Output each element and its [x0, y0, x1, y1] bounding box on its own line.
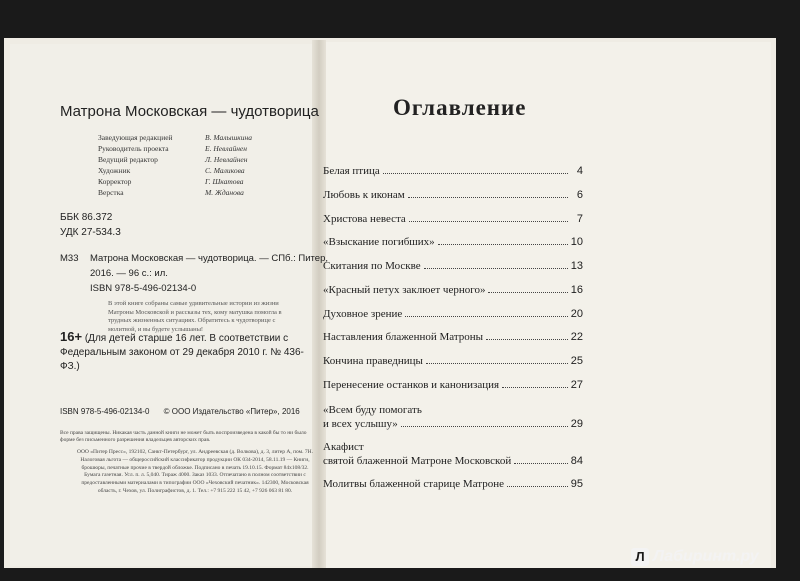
toc-item [323, 308, 583, 320]
toc-leader [502, 387, 568, 388]
toc-item [323, 455, 583, 467]
toc-item-title: Скитания по Москве [323, 260, 421, 272]
credit-name: Е. Невлайнен [205, 144, 247, 153]
bbk-code: ББК 86.372 [60, 212, 113, 223]
imprint-info: ООО «Питер Пресс», 192102, Санкт-Петербург, ул. Андреевская (д. Волкова), д. 3, литер А, пом. 7Н. Налоговая льгота — общероссийский классификатор продукции ОК 034-2014, 58.11.19 — Книги, брошюры, печатные прочие в твердой обложке. Подписано в печать 19.10.15. Формат 84х108/32. Бумага газетная. Усл. п. л. 5,040. Тираж 4000. Заказ 1033. Отпечатано в полном соответствии с предоставленными материалами в типографии ООО «Чеховский печатник». 142300, Московская область, г. Чехов, ул. Полиграфистов, д. 1. Тел.: +7 915 222 15 42, +7 926 063 81 80. [76, 449, 314, 494]
toc-item [323, 165, 583, 177]
toc-item-title: Наставления блаженной Матроны [323, 331, 484, 343]
toc-item-title: Духовное зрение [323, 308, 403, 320]
credit-role: Руководитель проекта [98, 144, 169, 153]
age-text: (Для детей старше 16 лет. В соответствии с Федеральным законом от 29 декабря 2010 г. № 436-ФЗ.) [60, 333, 304, 372]
bib-record-line2: 2016. — 96 с.: ил. [90, 268, 168, 279]
udk-code: УДК 27-534.3 [60, 227, 121, 238]
toc-item-page: 7 [576, 213, 583, 225]
annotation: В этой книге собраны самые удивительные истории из жизни Матроны Московской и рассказы тех, кому матушка помогла в трудных жизненных ситуациях. Обратитесь к чудотворице с молитвой, и вы будете услышаны! [108, 300, 282, 333]
toc-item [323, 213, 583, 225]
credit-role: Корректор [98, 177, 132, 186]
toc-item-title: Кончина праведницы [323, 355, 423, 367]
toc-title: Оглавление [393, 95, 527, 120]
toc-item-title: «Всем буду помогать [323, 404, 422, 416]
toc-item-page: 84 [570, 455, 583, 467]
toc-item [323, 189, 583, 201]
bib-record-isbn: ISBN 978-5-496-02134-0 [90, 283, 197, 294]
toc-item-title-cont: и всех услышу» [323, 418, 398, 430]
toc-item-page: 22 [570, 331, 583, 343]
toc-item [323, 236, 583, 248]
toc-item-title: Белая птица [323, 165, 380, 177]
isbn: ISBN 978-5-496-02134-0 [60, 407, 150, 416]
credit-name: Г. Шкатова [205, 177, 244, 186]
credit-role: Заведующая редакцией [98, 133, 173, 142]
toc-leader [426, 363, 568, 364]
toc-leader [401, 426, 568, 427]
toc-item-page: 16 [570, 284, 583, 296]
author-sign: М33 [60, 253, 79, 264]
toc-item [323, 478, 583, 490]
toc-item [323, 379, 583, 391]
bib-record-line1: Матрона Московская — чудотворица. — СПб.: Питер, [90, 253, 328, 264]
watermark-text: Лабиринт.ру [653, 548, 759, 565]
toc-item-title: Любовь к иконам [323, 189, 405, 201]
toc-item-title: «Взыскание погибших» [323, 236, 435, 248]
toc-item-title: Молитвы блаженной старице Матроне [323, 478, 505, 490]
credit-role: Верстка [98, 188, 124, 197]
rights-notice: Все права защищены. Никакая часть данной книги не может быть воспроизведена в какой бы то ни было форме без письменного разрешения владельцев авторских прав. [60, 430, 307, 443]
toc-item-page: 13 [570, 260, 583, 272]
book-title: Матрона Московская — чудотворица [60, 103, 319, 120]
credit-name: М. Жданова [205, 188, 244, 197]
toc-item-title: Христова невеста [323, 213, 406, 225]
toc-leader [486, 339, 568, 340]
toc-item [323, 331, 583, 343]
age-mark: 16+ [60, 329, 83, 344]
toc-leader [409, 221, 568, 222]
toc-leader [424, 268, 568, 269]
toc-item-title: Перенесение останков и канонизация [323, 379, 500, 391]
toc-item-title: Акафист [323, 441, 364, 453]
toc-item [323, 260, 583, 272]
credit-role: Ведущий редактор [98, 155, 158, 164]
toc-leader [514, 463, 568, 464]
toc-item-page: 25 [570, 355, 583, 367]
toc-item-page: 10 [570, 236, 583, 248]
toc-leader [488, 292, 567, 293]
toc-leader [507, 486, 568, 487]
toc-item-page: 6 [576, 189, 583, 201]
toc-leader [383, 173, 568, 174]
credit-role: Художник [98, 166, 131, 175]
toc-item-page: 95 [570, 478, 583, 490]
toc-item-page: 29 [570, 418, 583, 430]
toc-item-page: 27 [570, 379, 583, 391]
toc-leader [408, 197, 568, 198]
toc-item-title: «Красный петух заклюет черного» [323, 284, 486, 296]
toc-item [323, 355, 583, 367]
toc-item [323, 284, 583, 296]
labirint-logo-icon: Л [631, 548, 649, 566]
copyright: © ООО Издательство «Питер», 2016 [163, 407, 300, 416]
toc-leader [405, 316, 567, 317]
toc-item-title-cont: святой блаженной Матроне Московской [323, 455, 512, 467]
toc-item-page: 20 [570, 308, 583, 320]
isbn-copyright [60, 407, 300, 416]
toc-item [323, 418, 583, 430]
credit-name: С. Маликова [205, 166, 245, 175]
age-rating [60, 330, 310, 374]
credit-name: Л. Невлайнен [205, 155, 248, 164]
toc-leader [438, 244, 568, 245]
toc-item-page: 4 [576, 165, 583, 177]
credit-name: В. Малышкина [205, 133, 252, 142]
